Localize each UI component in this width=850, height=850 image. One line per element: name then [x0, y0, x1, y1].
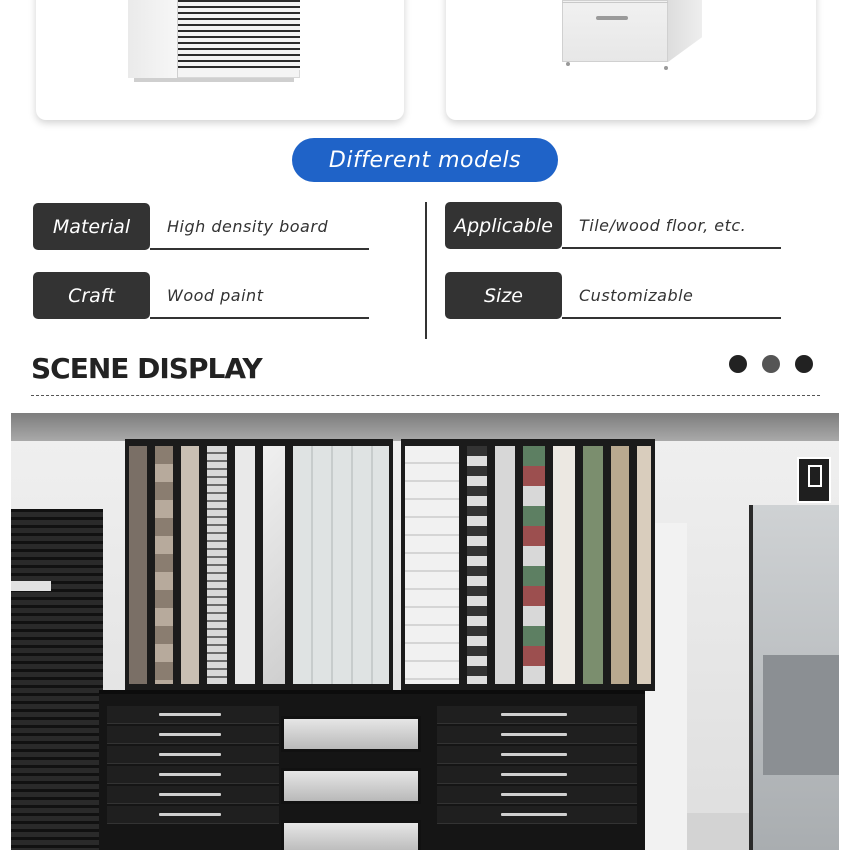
product-card-drawer-cabinet[interactable] — [446, 0, 816, 120]
spec-value: High density board — [167, 217, 329, 236]
tile-panel — [231, 439, 259, 691]
different-models-badge: Different models — [292, 138, 558, 182]
tile-panel — [151, 439, 177, 691]
tile-panel — [519, 439, 549, 691]
scene-photo — [11, 413, 839, 850]
dashed-separator — [31, 395, 820, 396]
tile-panel — [491, 439, 519, 691]
spec-value: Tile/wood floor, etc. — [579, 216, 747, 235]
drawer — [107, 766, 279, 784]
tile-panel — [549, 439, 579, 691]
carousel-dot[interactable] — [795, 355, 813, 373]
drawer-cabinet-image — [562, 0, 708, 72]
tile-panel — [203, 439, 231, 691]
tile-panel-large — [401, 439, 463, 691]
carousel-dot[interactable] — [729, 355, 747, 373]
spec-underline — [562, 247, 781, 249]
ceiling — [11, 413, 839, 441]
spec-craft — [33, 272, 369, 319]
spec-material — [33, 203, 369, 250]
slatted-stand — [11, 509, 103, 850]
tile-panel — [259, 439, 289, 691]
spec-size — [445, 272, 781, 319]
drawer — [437, 726, 637, 744]
drawer — [107, 806, 279, 824]
drawer — [437, 806, 637, 824]
drawer — [437, 786, 637, 804]
tile-panel — [633, 439, 655, 691]
spec-applicable — [445, 202, 781, 249]
tile-panel-large — [289, 439, 393, 691]
glass-drawer — [281, 768, 421, 804]
spec-underline — [562, 317, 781, 319]
drawer — [107, 706, 279, 724]
drawer-cabinet — [99, 690, 645, 850]
spec-label: Applicable — [445, 202, 562, 249]
drawer — [107, 746, 279, 764]
tile-panel — [125, 439, 151, 691]
spec-label: Material — [33, 203, 150, 250]
drawer — [437, 706, 637, 724]
drawer — [437, 746, 637, 764]
scene-display-title: SCENE DISPLAY — [31, 352, 262, 385]
carousel-dots — [729, 355, 813, 373]
spec-underline — [150, 317, 369, 319]
glass-drawer — [281, 716, 421, 752]
drawer — [107, 726, 279, 744]
spec-divider — [425, 202, 427, 339]
drawer — [437, 766, 637, 784]
product-card-slatted-cabinet[interactable] — [36, 0, 404, 120]
slatted-cabinet-image — [128, 0, 300, 82]
spec-label: Craft — [33, 272, 150, 319]
spec-value: Wood paint — [167, 286, 264, 305]
spec-value: Customizable — [579, 286, 694, 305]
tile-display-panels — [125, 439, 655, 691]
tile-panel — [607, 439, 633, 691]
drawer — [107, 786, 279, 804]
carousel-dot[interactable] — [762, 355, 780, 373]
office-window — [749, 505, 839, 850]
glass-drawer — [281, 820, 421, 850]
tile-panel — [177, 439, 203, 691]
spec-underline — [150, 248, 369, 250]
tile-panel — [463, 439, 491, 691]
tile-panel — [579, 439, 607, 691]
exit-sign-icon — [797, 457, 831, 503]
spec-label: Size — [445, 272, 562, 319]
